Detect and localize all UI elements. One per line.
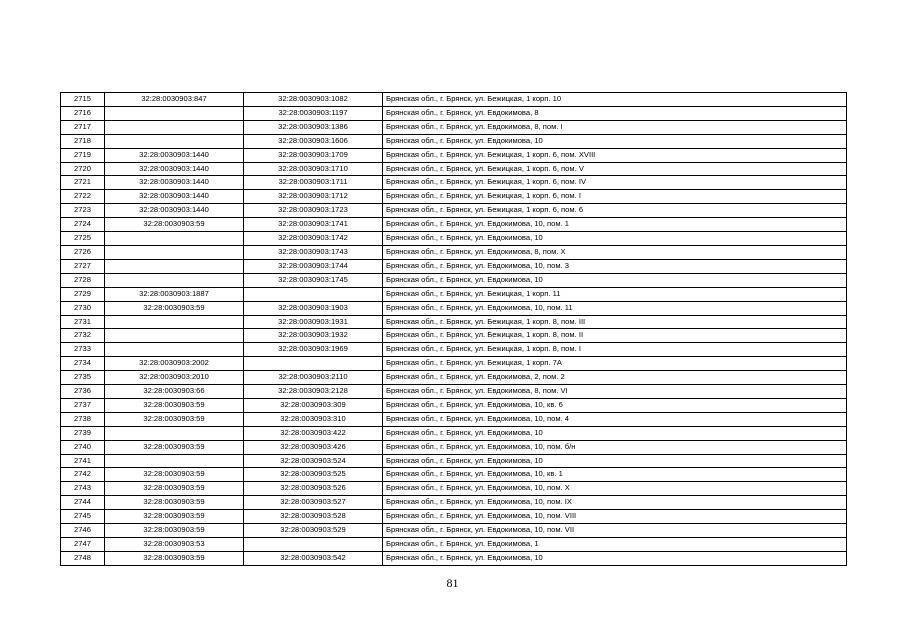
table-row (61, 440, 847, 454)
cadastral-number-cell: 32:28:0030903:529 (244, 524, 383, 538)
table-row (61, 287, 847, 301)
row-number-cell: 2723 (61, 204, 105, 218)
cadastral-number-cell: 32:28:0030903:1723 (244, 204, 383, 218)
address-cell: Брянская обл., г. Брянск, ул. Евдокимова, 10 (383, 551, 847, 565)
table-row (61, 385, 847, 399)
cadastral-number-cell: 32:28:0030903:1903 (244, 301, 383, 315)
row-number-cell: 2745 (61, 510, 105, 524)
row-number-cell: 2728 (61, 273, 105, 287)
cadastral-number-cell: 32:28:0030903:1711 (244, 176, 383, 190)
table-row (61, 120, 847, 134)
table-row (61, 538, 847, 552)
cadastral-number-cell: 32:28:0030903:1712 (244, 190, 383, 204)
table-row (61, 162, 847, 176)
row-number-cell: 2729 (61, 287, 105, 301)
address-cell: Брянская обл., г. Брянск, ул. Бежицкая, 1 корп. 6, пом. I (383, 190, 847, 204)
cadastral-number-cell: 32:28:0030903:526 (244, 482, 383, 496)
row-number-cell: 2715 (61, 93, 105, 107)
table-row (61, 398, 847, 412)
table-row (61, 204, 847, 218)
address-cell: Брянская обл., г. Брянск, ул. Евдокимова, 8 (383, 106, 847, 120)
cadastral-number-cell (244, 357, 383, 371)
address-cell: Брянская обл., г. Брянск, ул. Бежицкая, 1 корп. 8, пом. I (383, 343, 847, 357)
row-number-cell: 2726 (61, 245, 105, 259)
cadastral-number-cell: 32:28:0030903:524 (244, 454, 383, 468)
cadastral-number-cell: 32:28:0030903:1197 (244, 106, 383, 120)
address-cell: Брянская обл., г. Брянск, ул. Евдокимова, 10, кв. 1 (383, 468, 847, 482)
row-number-cell: 2725 (61, 232, 105, 246)
parent-cadastral-number-cell: 32:28:0030903:59 (105, 398, 244, 412)
row-number-cell: 2718 (61, 134, 105, 148)
cadastral-number-cell: 32:28:0030903:542 (244, 551, 383, 565)
table-row (61, 93, 847, 107)
cadastral-number-cell: 32:28:0030903:1709 (244, 148, 383, 162)
table-row (61, 301, 847, 315)
address-cell: Брянская обл., г. Брянск, ул. Евдокимова, 10 (383, 232, 847, 246)
table-row (61, 482, 847, 496)
cadastral-number-cell: 32:28:0030903:1742 (244, 232, 383, 246)
cadastral-number-cell: 32:28:0030903:310 (244, 412, 383, 426)
row-number-cell: 2716 (61, 106, 105, 120)
table-row (61, 454, 847, 468)
parent-cadastral-number-cell: 32:28:0030903:66 (105, 385, 244, 399)
table-row (61, 357, 847, 371)
address-cell: Брянская обл., г. Брянск, ул. Бежицкая, 1 корп. 8, пом. III (383, 315, 847, 329)
cadastral-number-cell: 32:28:0030903:309 (244, 398, 383, 412)
row-number-cell: 2734 (61, 357, 105, 371)
table-row (61, 551, 847, 565)
table-row (61, 148, 847, 162)
cadastral-number-cell: 32:28:0030903:422 (244, 426, 383, 440)
row-number-cell: 2744 (61, 496, 105, 510)
cadastral-number-cell: 32:28:0030903:1744 (244, 259, 383, 273)
cadastral-number-cell: 32:28:0030903:1082 (244, 93, 383, 107)
cadastral-number-cell: 32:28:0030903:528 (244, 510, 383, 524)
table-row (61, 343, 847, 357)
cadastral-number-cell: 32:28:0030903:2128 (244, 385, 383, 399)
parent-cadastral-number-cell (105, 273, 244, 287)
table-row (61, 329, 847, 343)
row-number-cell: 2720 (61, 162, 105, 176)
parent-cadastral-number-cell: 32:28:0030903:1440 (105, 176, 244, 190)
parent-cadastral-number-cell (105, 454, 244, 468)
table-row (61, 134, 847, 148)
row-number-cell: 2747 (61, 538, 105, 552)
table-row (61, 176, 847, 190)
parent-cadastral-number-cell: 32:28:0030903:1440 (105, 204, 244, 218)
table-row (61, 468, 847, 482)
address-cell: Брянская обл., г. Брянск, ул. Евдокимова, 10, пом. VIII (383, 510, 847, 524)
cadastral-number-cell: 32:28:0030903:1745 (244, 273, 383, 287)
cadastral-number-cell (244, 287, 383, 301)
address-cell: Брянская обл., г. Брянск, ул. Бежицкая, 1 корп. 6, пом. 6 (383, 204, 847, 218)
parent-cadastral-number-cell (105, 106, 244, 120)
parent-cadastral-number-cell: 32:28:0030903:59 (105, 496, 244, 510)
parent-cadastral-number-cell (105, 315, 244, 329)
row-number-cell: 2743 (61, 482, 105, 496)
address-cell: Брянская обл., г. Брянск, ул. Бежицкая, 1 корп. 6, пом. XVIII (383, 148, 847, 162)
parent-cadastral-number-cell (105, 120, 244, 134)
row-number-cell: 2741 (61, 454, 105, 468)
cadastral-registry-table (60, 92, 847, 566)
row-number-cell: 2730 (61, 301, 105, 315)
row-number-cell: 2722 (61, 190, 105, 204)
parent-cadastral-number-cell (105, 232, 244, 246)
parent-cadastral-number-cell: 32:28:0030903:59 (105, 510, 244, 524)
row-number-cell: 2731 (61, 315, 105, 329)
table-row (61, 190, 847, 204)
parent-cadastral-number-cell (105, 426, 244, 440)
address-cell: Брянская обл., г. Брянск, ул. Евдокимова, 10, кв. 6 (383, 398, 847, 412)
address-cell: Брянская обл., г. Брянск, ул. Евдокимова, 10, пом. 1 (383, 218, 847, 232)
cadastral-number-cell: 32:28:0030903:1741 (244, 218, 383, 232)
row-number-cell: 2732 (61, 329, 105, 343)
table-row (61, 259, 847, 273)
row-number-cell: 2740 (61, 440, 105, 454)
table-row (61, 232, 847, 246)
address-cell: Брянская обл., г. Брянск, ул. Евдокимова, 10, пом. IX (383, 496, 847, 510)
parent-cadastral-number-cell: 32:28:0030903:2010 (105, 371, 244, 385)
parent-cadastral-number-cell: 32:28:0030903:59 (105, 301, 244, 315)
address-cell: Брянская обл., г. Брянск, ул. Бежицкая, 1 корп. 7А (383, 357, 847, 371)
table-row (61, 245, 847, 259)
address-cell: Брянская обл., г. Брянск, ул. Евдокимова, 10, пом. б/н (383, 440, 847, 454)
parent-cadastral-number-cell: 32:28:0030903:2002 (105, 357, 244, 371)
page-number: 81 (446, 576, 459, 590)
table-row (61, 524, 847, 538)
address-cell: Брянская обл., г. Брянск, ул. Евдокимова, 10, пом. 3 (383, 259, 847, 273)
address-cell: Брянская обл., г. Брянск, ул. Бежицкая, 1 корп. 6, пом. V (383, 162, 847, 176)
cadastral-number-cell (244, 538, 383, 552)
address-cell: Брянская обл., г. Брянск, ул. Евдокимова, 10 (383, 454, 847, 468)
row-number-cell: 2748 (61, 551, 105, 565)
cadastral-number-cell: 32:28:0030903:527 (244, 496, 383, 510)
parent-cadastral-number-cell: 32:28:0030903:59 (105, 524, 244, 538)
parent-cadastral-number-cell: 32:28:0030903:1440 (105, 148, 244, 162)
parent-cadastral-number-cell: 32:28:0030903:59 (105, 482, 244, 496)
row-number-cell: 2719 (61, 148, 105, 162)
address-cell: Брянская обл., г. Брянск, ул. Евдокимова, 1 (383, 538, 847, 552)
cadastral-number-cell: 32:28:0030903:1386 (244, 120, 383, 134)
table-row (61, 218, 847, 232)
parent-cadastral-number-cell (105, 259, 244, 273)
table-row (61, 273, 847, 287)
address-cell: Брянская обл., г. Брянск, ул. Евдокимова, 8, пом. X (383, 245, 847, 259)
parent-cadastral-number-cell: 32:28:0030903:1440 (105, 190, 244, 204)
cadastral-number-cell: 32:28:0030903:1606 (244, 134, 383, 148)
table-row (61, 315, 847, 329)
address-cell: Брянская обл., г. Брянск, ул. Бежицкая, 1 корп. 8, пом. II (383, 329, 847, 343)
cadastral-number-cell: 32:28:0030903:1710 (244, 162, 383, 176)
parent-cadastral-number-cell (105, 329, 244, 343)
address-cell: Брянская обл., г. Брянск, ул. Евдокимова, 8, пом. VI (383, 385, 847, 399)
address-cell: Брянская обл., г. Брянск, ул. Евдокимова, 2, пом. 2 (383, 371, 847, 385)
address-cell: Брянская обл., г. Брянск, ул. Евдокимова, 8, пом. I (383, 120, 847, 134)
cadastral-number-cell: 32:28:0030903:1932 (244, 329, 383, 343)
cadastral-number-cell: 32:28:0030903:2110 (244, 371, 383, 385)
cadastral-number-cell: 32:28:0030903:1931 (244, 315, 383, 329)
row-number-cell: 2738 (61, 412, 105, 426)
parent-cadastral-number-cell: 32:28:0030903:1440 (105, 162, 244, 176)
address-cell: Брянская обл., г. Брянск, ул. Евдокимова, 10, пом. VII (383, 524, 847, 538)
registry-table-body (61, 93, 847, 566)
row-number-cell: 2733 (61, 343, 105, 357)
parent-cadastral-number-cell: 32:28:0030903:59 (105, 218, 244, 232)
table-row (61, 106, 847, 120)
parent-cadastral-number-cell: 32:28:0030903:59 (105, 440, 244, 454)
row-number-cell: 2736 (61, 385, 105, 399)
address-cell: Брянская обл., г. Брянск, ул. Бежицкая, 1 корп. 6, пом. IV (383, 176, 847, 190)
parent-cadastral-number-cell: 32:28:0030903:59 (105, 551, 244, 565)
parent-cadastral-number-cell: 32:28:0030903:847 (105, 93, 244, 107)
cadastral-number-cell: 32:28:0030903:525 (244, 468, 383, 482)
parent-cadastral-number-cell: 32:28:0030903:53 (105, 538, 244, 552)
address-cell: Брянская обл., г. Брянск, ул. Евдокимова, 10 (383, 426, 847, 440)
parent-cadastral-number-cell (105, 343, 244, 357)
cadastral-number-cell: 32:28:0030903:426 (244, 440, 383, 454)
parent-cadastral-number-cell: 32:28:0030903:1887 (105, 287, 244, 301)
address-cell: Брянская обл., г. Брянск, ул. Евдокимова, 10 (383, 134, 847, 148)
address-cell: Брянская обл., г. Брянск, ул. Евдокимова, 10, пом. 11 (383, 301, 847, 315)
table-row (61, 412, 847, 426)
table-row (61, 371, 847, 385)
row-number-cell: 2739 (61, 426, 105, 440)
cadastral-number-cell: 32:28:0030903:1743 (244, 245, 383, 259)
cadastral-number-cell: 32:28:0030903:1969 (244, 343, 383, 357)
table-row (61, 496, 847, 510)
row-number-cell: 2742 (61, 468, 105, 482)
row-number-cell: 2735 (61, 371, 105, 385)
address-cell: Брянская обл., г. Брянск, ул. Евдокимова, 10, пом. X (383, 482, 847, 496)
address-cell: Брянская обл., г. Брянск, ул. Бежицкая, 1 корп. 10 (383, 93, 847, 107)
row-number-cell: 2727 (61, 259, 105, 273)
row-number-cell: 2746 (61, 524, 105, 538)
table-row (61, 426, 847, 440)
row-number-cell: 2717 (61, 120, 105, 134)
parent-cadastral-number-cell: 32:28:0030903:59 (105, 412, 244, 426)
address-cell: Брянская обл., г. Брянск, ул. Евдокимова, 10, пом. 4 (383, 412, 847, 426)
parent-cadastral-number-cell (105, 245, 244, 259)
row-number-cell: 2737 (61, 398, 105, 412)
address-cell: Брянская обл., г. Брянск, ул. Бежицкая, 1 корп. 11 (383, 287, 847, 301)
parent-cadastral-number-cell (105, 134, 244, 148)
address-cell: Брянская обл., г. Брянск, ул. Евдокимова, 10 (383, 273, 847, 287)
row-number-cell: 2721 (61, 176, 105, 190)
table-row (61, 510, 847, 524)
parent-cadastral-number-cell: 32:28:0030903:59 (105, 468, 244, 482)
row-number-cell: 2724 (61, 218, 105, 232)
